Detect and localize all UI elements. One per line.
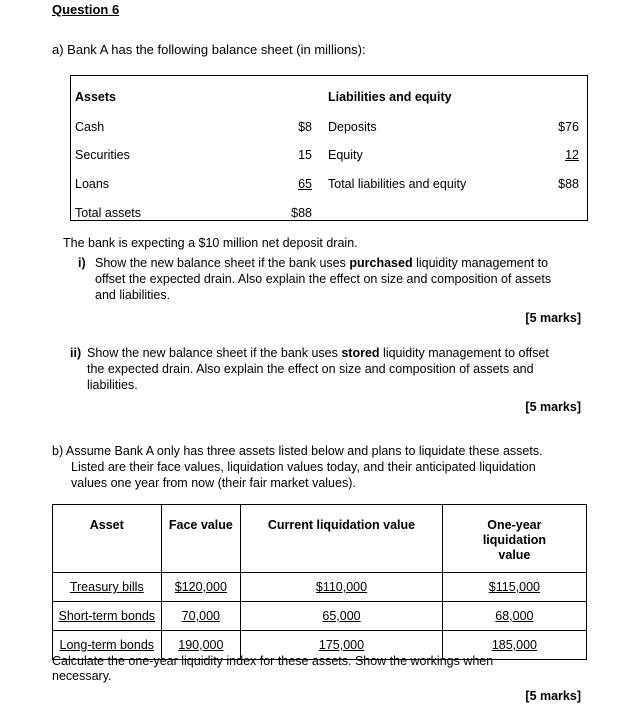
sub-ii-text [87, 345, 592, 393]
sub-i-post: liquidity management to [416, 256, 549, 270]
asset-label-securities: Securities [75, 148, 130, 162]
asset-label-cash: Cash [75, 120, 105, 134]
part-b-line2: Listed are their face values, liquidation values today, and their anticipated liquidation [71, 460, 536, 474]
sub-ii-pre: Show the new balance sheet if the bank uses [87, 346, 338, 360]
row-asset: Short-term bonds [53, 602, 162, 631]
liability-value-equity: 12 [565, 148, 579, 162]
row-face-value: 190,000 [161, 631, 241, 660]
liability-value-total: $88 [558, 177, 579, 191]
row-face-value: $120,000 [161, 573, 241, 602]
row-one-year-liquidation: 68,000 [442, 602, 586, 631]
row-asset: Treasury bills [53, 573, 162, 602]
sub-i-text [95, 255, 590, 303]
sub-i-pre: Show the new balance sheet if the bank uses [95, 256, 346, 270]
sub-ii-bold: stored [341, 346, 380, 360]
sub-i-number: i) [78, 256, 86, 270]
liability-value-deposits: $76 [558, 120, 579, 134]
part-b-marks: [5 marks] [525, 689, 581, 703]
sub-i-line2: offset the expected drain. Also explain the effect on size and composition of assets [95, 272, 552, 286]
row-current-liquidation: $110,000 [241, 573, 443, 602]
assets-header: Assets [75, 90, 116, 104]
sub-ii-marks: [5 marks] [525, 400, 581, 414]
total-assets-label: Total assets [75, 206, 142, 220]
calc-line2: necessary. [52, 669, 112, 683]
total-assets-value: $88 [291, 206, 312, 220]
sub-ii-line3: liabilities. [87, 378, 138, 392]
drain-text: The bank is expecting a $10 million net deposit drain. [63, 236, 358, 250]
part-a-intro: a) Bank A has the following balance sheet (in millions): [52, 42, 366, 57]
table-row [53, 573, 587, 602]
liability-label-total: Total liabilities and equity [328, 177, 467, 191]
row-current-liquidation: 175,000 [241, 631, 443, 660]
asset-value-cash: $8 [298, 120, 312, 134]
row-face-value: 70,000 [161, 602, 241, 631]
sub-ii-number: ii) [70, 346, 82, 360]
sub-ii-line2: the expected drain. Also explain the effect on size and composition of assets and [87, 362, 534, 376]
table-header-row [53, 505, 587, 573]
asset-label-loans: Loans [75, 177, 110, 191]
sub-i-marks: [5 marks] [525, 311, 581, 325]
sub-i-bold: purchased [349, 256, 413, 270]
table-row [53, 602, 587, 631]
liabilities-header: Liabilities and equity [328, 90, 452, 104]
row-one-year-liquidation: $115,000 [442, 573, 586, 602]
question-title: Question 6 [52, 2, 120, 17]
header-one-year-liquidation: One-year liquidation value [442, 505, 586, 573]
part-b-line3: values one year from now (their fair market values). [71, 476, 356, 490]
sub-i-line3: and liabilities. [95, 288, 171, 302]
header-current-liquidation: Current liquidation value [241, 505, 443, 573]
row-one-year-liquidation: 185,000 [442, 631, 586, 660]
liability-label-equity: Equity [328, 148, 363, 162]
liability-label-deposits: Deposits [328, 120, 377, 134]
balance-sheet [70, 75, 588, 221]
asset-value-securities: 15 [298, 148, 312, 162]
sub-ii-post: liquidity management to offset [383, 346, 549, 360]
assets-table [52, 504, 587, 660]
asset-value-loans: 65 [298, 177, 312, 191]
part-b-line1: b) Assume Bank A only has three assets listed below and plans to liquidate these assets. [52, 444, 543, 458]
row-current-liquidation: 65,000 [241, 602, 443, 631]
header-face-value: Face value [161, 505, 241, 573]
header-asset: Asset [53, 505, 162, 573]
row-asset: Long-term bonds [53, 631, 162, 660]
calc-line1: Calculate the one-year liquidity index for these assets. Show the workings when [52, 654, 494, 668]
